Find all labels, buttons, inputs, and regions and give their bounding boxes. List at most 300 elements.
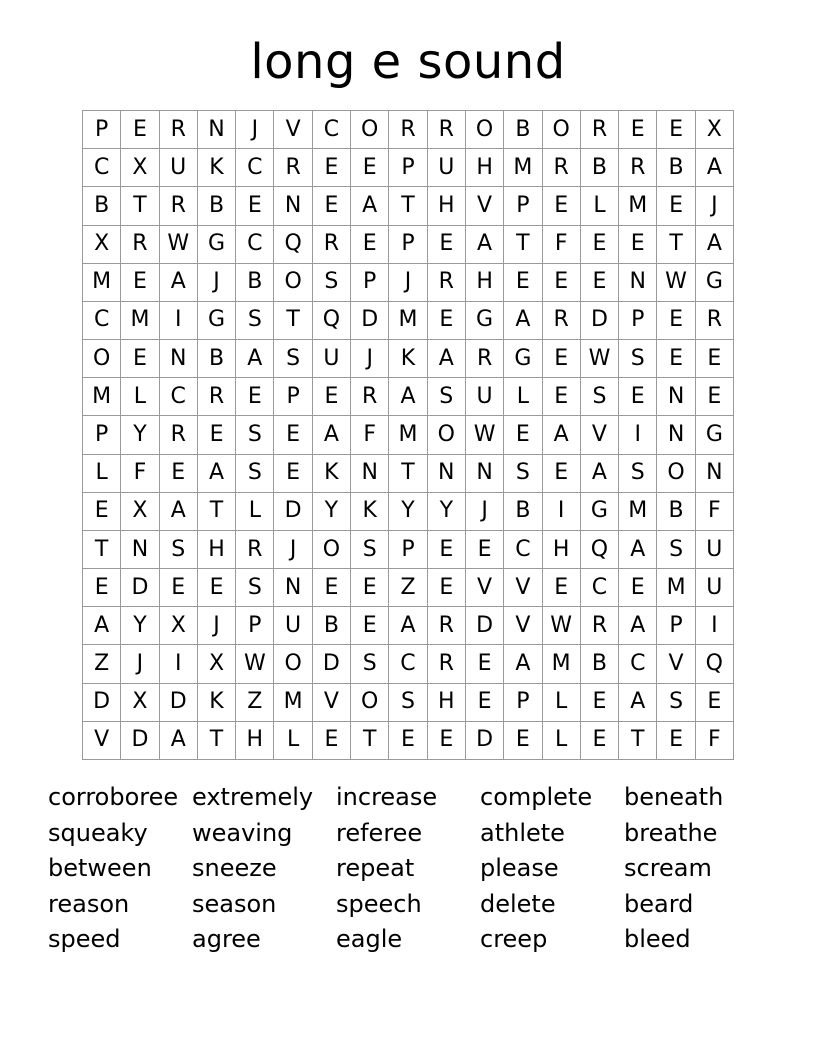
grid-cell: L: [274, 722, 312, 760]
grid-cell: E: [657, 111, 695, 149]
grid-cell: B: [504, 111, 542, 149]
grid-cell: N: [351, 455, 389, 493]
grid-cell: F: [543, 226, 581, 264]
grid-cell: T: [274, 302, 312, 340]
grid-cell: A: [428, 340, 466, 378]
grid-cell: O: [657, 455, 695, 493]
grid-cell: V: [504, 607, 542, 645]
grid-cell: D: [466, 722, 504, 760]
grid-cell: T: [504, 226, 542, 264]
grid-cell: Z: [389, 569, 427, 607]
grid-cell: X: [160, 607, 198, 645]
grid-cell: A: [351, 187, 389, 225]
grid-cell: R: [619, 149, 657, 187]
grid-cell: C: [236, 226, 274, 264]
grid-cell: A: [619, 684, 657, 722]
grid-cell: O: [428, 416, 466, 454]
grid-cell: P: [389, 531, 427, 569]
grid-cell: H: [428, 684, 466, 722]
grid-cell: E: [428, 569, 466, 607]
grid-cell: D: [160, 684, 198, 722]
grid-cell: E: [696, 378, 734, 416]
word-bank-item: delete: [480, 889, 556, 918]
grid-cell: C: [619, 645, 657, 683]
grid-cell: E: [83, 569, 121, 607]
grid-cell: E: [581, 722, 619, 760]
grid-cell: W: [160, 226, 198, 264]
grid-cell: W: [581, 340, 619, 378]
grid-cell: E: [657, 187, 695, 225]
grid-cell: X: [83, 226, 121, 264]
word-bank-item: extremely: [192, 783, 314, 811]
page-title: long e sound: [250, 34, 566, 90]
grid-cell: V: [83, 722, 121, 760]
grid-cell: S: [581, 378, 619, 416]
grid-cell: Z: [83, 645, 121, 683]
grid-cell: G: [504, 340, 542, 378]
grid-cell: S: [657, 684, 695, 722]
grid-cell: S: [236, 416, 274, 454]
grid-cell: O: [543, 111, 581, 149]
word-bank-item: breathe: [624, 818, 718, 847]
grid-cell: S: [274, 340, 312, 378]
grid-cell: W: [543, 607, 581, 645]
grid-cell: E: [619, 378, 657, 416]
grid-cell: E: [543, 569, 581, 607]
grid-cell: O: [351, 111, 389, 149]
grid-cell: R: [160, 187, 198, 225]
grid-cell: S: [236, 455, 274, 493]
word-bank-item: complete: [480, 783, 593, 811]
word-bank-item: creep: [480, 925, 548, 953]
grid-cell: W: [466, 416, 504, 454]
grid-cell: G: [581, 493, 619, 531]
grid-cell: E: [543, 378, 581, 416]
grid-cell: C: [504, 531, 542, 569]
grid-cell: R: [696, 302, 734, 340]
grid-cell: G: [198, 302, 236, 340]
grid-cell: E: [274, 455, 312, 493]
grid-cell: P: [504, 187, 542, 225]
grid-cell: P: [274, 378, 312, 416]
grid-cell: V: [274, 111, 312, 149]
grid-cell: R: [428, 645, 466, 683]
grid-cell: E: [581, 264, 619, 302]
grid-cell: R: [236, 531, 274, 569]
grid-cell: X: [121, 493, 159, 531]
grid-cell: N: [657, 378, 695, 416]
grid-cell: J: [274, 531, 312, 569]
grid-cell: E: [313, 569, 351, 607]
grid-cell: B: [581, 645, 619, 683]
grid-cell: E: [160, 455, 198, 493]
grid-cell: A: [389, 378, 427, 416]
grid-cell: E: [428, 722, 466, 760]
grid-cell: E: [466, 684, 504, 722]
grid-cell: E: [581, 684, 619, 722]
grid-cell: A: [313, 416, 351, 454]
grid-cell: T: [351, 722, 389, 760]
grid-cell: L: [83, 455, 121, 493]
grid-cell: T: [198, 722, 236, 760]
grid-cell: Y: [121, 416, 159, 454]
grid-cell: A: [504, 302, 542, 340]
grid-cell: D: [313, 645, 351, 683]
grid-cell: A: [198, 455, 236, 493]
grid-cell: C: [160, 378, 198, 416]
grid-cell: N: [160, 340, 198, 378]
grid-cell: H: [198, 531, 236, 569]
word-bank: [48, 780, 768, 958]
word-bank-item: weaving: [192, 818, 293, 847]
grid-cell: D: [83, 684, 121, 722]
grid-cell: A: [160, 722, 198, 760]
grid-cell: E: [351, 607, 389, 645]
grid-cell: K: [351, 493, 389, 531]
grid-cell: E: [657, 722, 695, 760]
grid-cell: M: [657, 569, 695, 607]
grid-cell: E: [121, 340, 159, 378]
grid-cell: M: [619, 493, 657, 531]
grid-cell: Q: [313, 302, 351, 340]
grid-cell: E: [543, 187, 581, 225]
grid-cell: M: [543, 645, 581, 683]
grid-cell: E: [543, 455, 581, 493]
grid-cell: E: [389, 722, 427, 760]
grid-cell: R: [121, 226, 159, 264]
grid-cell: R: [160, 416, 198, 454]
grid-cell: T: [121, 187, 159, 225]
grid-cell: N: [657, 416, 695, 454]
grid-cell: A: [236, 340, 274, 378]
grid-cell: R: [274, 149, 312, 187]
grid-cell: F: [696, 722, 734, 760]
grid-cell: H: [236, 722, 274, 760]
grid-cell: E: [313, 187, 351, 225]
grid-cell: C: [83, 149, 121, 187]
grid-cell: K: [198, 684, 236, 722]
grid-cell: T: [389, 455, 427, 493]
grid-cell: E: [313, 722, 351, 760]
grid-cell: F: [351, 416, 389, 454]
grid-cell: A: [160, 264, 198, 302]
grid-cell: X: [121, 149, 159, 187]
grid-cell: X: [121, 684, 159, 722]
word-bank-item: speech: [336, 889, 422, 918]
grid-cell: O: [466, 111, 504, 149]
grid-cell: S: [504, 455, 542, 493]
grid-cell: P: [389, 226, 427, 264]
grid-cell: P: [351, 264, 389, 302]
grid-cell: J: [696, 187, 734, 225]
grid-cell: E: [466, 645, 504, 683]
word-bank-item: beard: [624, 889, 694, 918]
grid-cell: C: [313, 111, 351, 149]
grid-cell: A: [466, 226, 504, 264]
grid-cell: B: [657, 149, 695, 187]
grid-cell: N: [121, 531, 159, 569]
grid-cell: G: [696, 416, 734, 454]
grid-cell: M: [389, 416, 427, 454]
grid-cell: H: [428, 187, 466, 225]
grid-cell: C: [581, 569, 619, 607]
grid-cell: O: [274, 264, 312, 302]
grid-cell: V: [466, 569, 504, 607]
grid-cell: N: [619, 264, 657, 302]
grid-cell: I: [543, 493, 581, 531]
grid-cell: R: [543, 302, 581, 340]
grid-cell: E: [696, 340, 734, 378]
grid-cell: S: [351, 531, 389, 569]
grid-cell: R: [160, 111, 198, 149]
grid-cell: E: [543, 264, 581, 302]
grid-cell: E: [83, 493, 121, 531]
grid-cell: P: [83, 416, 121, 454]
grid-cell: M: [121, 302, 159, 340]
word-bank-item: athlete: [480, 818, 565, 847]
grid-cell: V: [466, 187, 504, 225]
grid-cell: J: [121, 645, 159, 683]
word-bank-item: referee: [336, 818, 423, 847]
grid-cell: P: [83, 111, 121, 149]
word-bank-item: corroboree: [48, 783, 179, 811]
grid-cell: R: [466, 340, 504, 378]
grid-cell: J: [198, 264, 236, 302]
grid-cell: R: [198, 378, 236, 416]
grid-cell: U: [428, 149, 466, 187]
grid-cell: Q: [274, 226, 312, 264]
grid-cell: Q: [696, 645, 734, 683]
grid-cell: B: [198, 187, 236, 225]
grid-cell: K: [389, 340, 427, 378]
grid-cell: E: [198, 416, 236, 454]
grid-cell: S: [160, 531, 198, 569]
grid-cell: A: [83, 607, 121, 645]
grid-cell: J: [198, 607, 236, 645]
grid-cell: V: [313, 684, 351, 722]
grid-cell: E: [657, 302, 695, 340]
grid-cell: N: [198, 111, 236, 149]
grid-cell: E: [504, 264, 542, 302]
word-bank-item: beneath: [624, 783, 724, 811]
word-bank-item: reason: [48, 889, 130, 918]
grid-cell: Y: [389, 493, 427, 531]
grid-cell: E: [274, 416, 312, 454]
grid-cell: W: [657, 264, 695, 302]
grid-cell: T: [389, 187, 427, 225]
grid-cell: S: [236, 302, 274, 340]
grid-cell: J: [466, 493, 504, 531]
grid-cell: E: [543, 340, 581, 378]
grid-cell: L: [121, 378, 159, 416]
grid-cell: U: [274, 607, 312, 645]
grid-cell: B: [504, 493, 542, 531]
word-bank-item: between: [48, 854, 152, 882]
grid-cell: A: [696, 226, 734, 264]
grid-cell: R: [351, 378, 389, 416]
grid-cell: P: [657, 607, 695, 645]
grid-cell: M: [83, 264, 121, 302]
grid-cell: Q: [581, 531, 619, 569]
grid-cell: L: [543, 722, 581, 760]
grid-cell: E: [619, 569, 657, 607]
grid-cell: N: [696, 455, 734, 493]
grid-cell: U: [696, 569, 734, 607]
grid-cell: A: [619, 607, 657, 645]
grid-cell: H: [543, 531, 581, 569]
grid-cell: U: [696, 531, 734, 569]
grid-cell: P: [504, 684, 542, 722]
word-bank-item: speed: [48, 925, 121, 953]
word-bank-item: eagle: [336, 925, 403, 953]
grid-cell: E: [351, 149, 389, 187]
grid-cell: R: [428, 607, 466, 645]
grid-cell: S: [389, 684, 427, 722]
grid-cell: E: [313, 149, 351, 187]
grid-cell: J: [351, 340, 389, 378]
grid-cell: Y: [428, 493, 466, 531]
grid-cell: E: [428, 531, 466, 569]
grid-cell: S: [619, 455, 657, 493]
grid-cell: E: [313, 378, 351, 416]
grid-cell: T: [198, 493, 236, 531]
grid-cell: A: [160, 493, 198, 531]
grid-cell: V: [581, 416, 619, 454]
grid-cell: T: [83, 531, 121, 569]
grid-cell: P: [389, 149, 427, 187]
grid-cell: F: [121, 455, 159, 493]
grid-cell: E: [619, 111, 657, 149]
grid-cell: A: [696, 149, 734, 187]
grid-cell: P: [619, 302, 657, 340]
word-bank-item: please: [480, 854, 559, 882]
grid-cell: S: [236, 569, 274, 607]
grid-cell: N: [274, 569, 312, 607]
grid-cell: H: [466, 149, 504, 187]
grid-cell: V: [504, 569, 542, 607]
grid-cell: S: [313, 264, 351, 302]
grid-cell: O: [274, 645, 312, 683]
grid-cell: B: [657, 493, 695, 531]
grid-cell: O: [83, 340, 121, 378]
grid-cell: E: [198, 569, 236, 607]
grid-cell: M: [504, 149, 542, 187]
grid-cell: T: [619, 722, 657, 760]
grid-cell: O: [351, 684, 389, 722]
grid-cell: R: [428, 264, 466, 302]
grid-cell: C: [389, 645, 427, 683]
grid-cell: A: [543, 416, 581, 454]
grid-cell: D: [466, 607, 504, 645]
grid-cell: K: [198, 149, 236, 187]
grid-cell: M: [274, 684, 312, 722]
grid-cell: B: [198, 340, 236, 378]
grid-cell: R: [428, 111, 466, 149]
grid-cell: S: [657, 531, 695, 569]
grid-cell: B: [313, 607, 351, 645]
word-bank-item: agree: [192, 925, 261, 953]
grid-cell: R: [313, 226, 351, 264]
grid-cell: S: [619, 340, 657, 378]
grid-cell: G: [198, 226, 236, 264]
grid-cell: O: [313, 531, 351, 569]
grid-cell: X: [696, 111, 734, 149]
grid-cell: L: [543, 684, 581, 722]
grid-cell: R: [581, 607, 619, 645]
grid-cell: E: [121, 111, 159, 149]
grid-cell: H: [466, 264, 504, 302]
word-bank-item: season: [192, 889, 277, 918]
grid-cell: M: [619, 187, 657, 225]
word-bank-item: bleed: [624, 925, 691, 953]
grid-cell: S: [351, 645, 389, 683]
grid-cell: E: [504, 722, 542, 760]
grid-cell: A: [389, 607, 427, 645]
grid-cell: D: [274, 493, 312, 531]
grid-cell: U: [313, 340, 351, 378]
grid-cell: E: [696, 684, 734, 722]
grid-cell: B: [83, 187, 121, 225]
grid-cell: W: [236, 645, 274, 683]
grid-cell: I: [696, 607, 734, 645]
grid-cell: I: [619, 416, 657, 454]
grid-cell: E: [236, 378, 274, 416]
grid-cell: N: [466, 455, 504, 493]
grid-cell: L: [581, 187, 619, 225]
grid-cell: E: [428, 226, 466, 264]
grid-cell: N: [274, 187, 312, 225]
grid-cell: C: [83, 302, 121, 340]
grid-cell: V: [657, 645, 695, 683]
grid-cell: J: [389, 264, 427, 302]
grid-cell: G: [696, 264, 734, 302]
grid-cell: E: [121, 264, 159, 302]
grid-cell: X: [198, 645, 236, 683]
grid-cell: E: [160, 569, 198, 607]
grid-cell: U: [160, 149, 198, 187]
grid-cell: R: [543, 149, 581, 187]
grid-cell: B: [581, 149, 619, 187]
grid-cell: D: [581, 302, 619, 340]
grid-cell: E: [351, 569, 389, 607]
grid-cell: M: [83, 378, 121, 416]
grid-cell: U: [466, 378, 504, 416]
grid-cell: A: [619, 531, 657, 569]
grid-cell: I: [160, 302, 198, 340]
grid-cell: E: [466, 531, 504, 569]
grid-cell: E: [428, 302, 466, 340]
word-bank-item: sneeze: [192, 854, 277, 882]
grid-cell: Y: [313, 493, 351, 531]
grid-cell: E: [657, 340, 695, 378]
grid-cell: G: [466, 302, 504, 340]
grid-cell: N: [428, 455, 466, 493]
grid-cell: T: [657, 226, 695, 264]
grid-cell: E: [581, 226, 619, 264]
grid-cell: E: [619, 226, 657, 264]
word-bank-item: repeat: [336, 854, 415, 882]
grid-cell: S: [428, 378, 466, 416]
word-bank-item: increase: [336, 783, 438, 811]
grid-cell: Z: [236, 684, 274, 722]
grid-cell: R: [581, 111, 619, 149]
grid-cell: A: [581, 455, 619, 493]
grid-cell: D: [121, 722, 159, 760]
grid-cell: R: [389, 111, 427, 149]
grid-cell: I: [160, 645, 198, 683]
word-bank-item: squeaky: [48, 818, 148, 847]
grid-cell: E: [504, 416, 542, 454]
